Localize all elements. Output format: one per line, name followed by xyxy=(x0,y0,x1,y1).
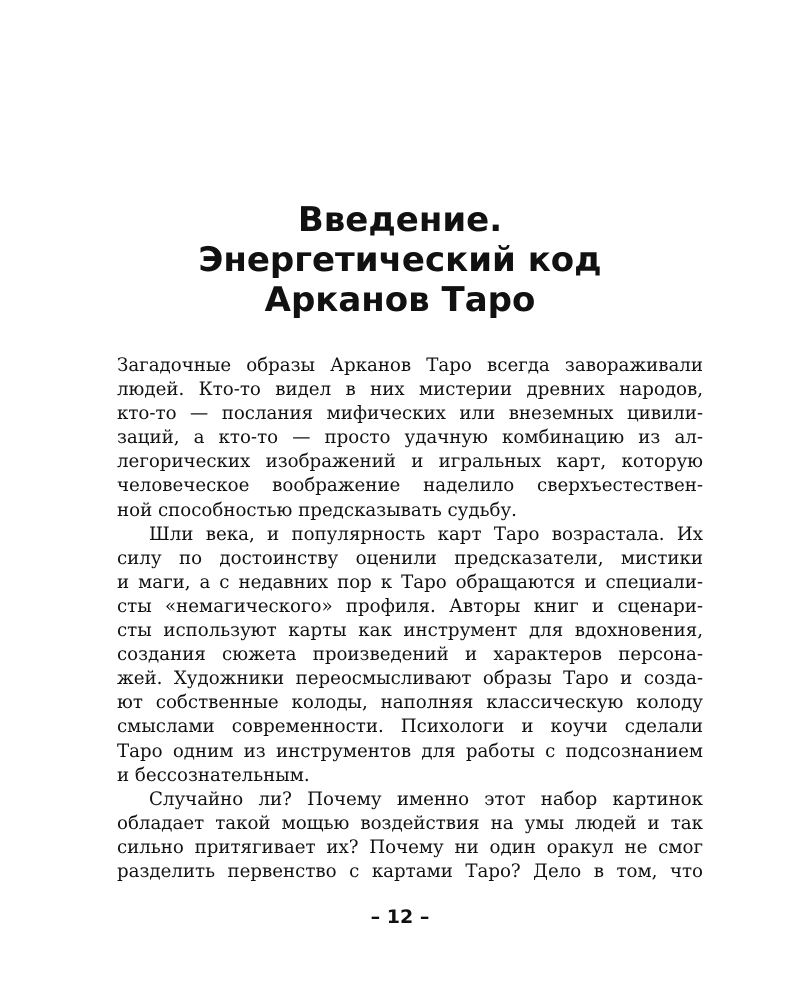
text-line: людей. Кто-то видел в них мистерии древних народов, xyxy=(117,379,703,401)
text-line: смыслами современности. Психологи и коучи сделали xyxy=(117,716,703,738)
text-line: Загадочные образы Арканов Таро всегда завораживали xyxy=(117,355,703,376)
text-line: сты «немагического» профиля. Авторы книг и сценари- xyxy=(117,595,703,617)
text-line: силу по достоинству оценили предсказатели, мистики xyxy=(117,547,703,569)
text-line: сильно притягивает их? Почему ни один оракул не смог xyxy=(117,836,703,858)
text-line: жей. Художники переосмысливают образы Таро и созда- xyxy=(117,668,703,690)
text-line: создания сюжета произведений и характеров персона- xyxy=(117,644,703,666)
text-line: Шли века, и популярность карт Таро возрастала. Их xyxy=(149,523,703,545)
text-line: разделить первенство с картами Таро? Дело в том, что xyxy=(117,860,703,882)
text-line: ной способностью предсказывать судьбу. xyxy=(117,499,517,521)
text-line: Случайно ли? Почему именно этот набор картинок xyxy=(149,788,703,810)
chapter-title-line: Арканов Таро xyxy=(264,280,536,320)
chapter-title-line: Энергетический код xyxy=(198,240,602,280)
text-line: сты используют карты как инструмент для вдохновения, xyxy=(117,620,703,642)
chapter-title xyxy=(100,200,700,320)
text-line: и маги, а с недавних пор к Таро обращаются и специали- xyxy=(117,571,703,593)
body-text xyxy=(117,354,703,884)
text-line: кто-то — послания мифических или внеземных цивили- xyxy=(117,403,703,425)
text-line: заций, а кто-то — просто удачную комбинацию из ал- xyxy=(117,427,703,449)
text-line: Таро одним из инструментов для работы с подсознанием xyxy=(117,740,703,762)
page-number: – 12 – xyxy=(370,906,430,928)
text-line: ют собственные колоды, наполняя классическую колоду xyxy=(117,692,703,714)
text-line: и бессознательным. xyxy=(117,764,310,786)
chapter-title-line: Введение. xyxy=(297,200,503,240)
text-line: человеческое воображение наделило сверхъестествен- xyxy=(117,475,703,497)
text-line: обладает такой мощью воздействия на умы людей и так xyxy=(117,812,703,834)
text-line: легорических изображений и игральных карт, которую xyxy=(117,451,703,473)
